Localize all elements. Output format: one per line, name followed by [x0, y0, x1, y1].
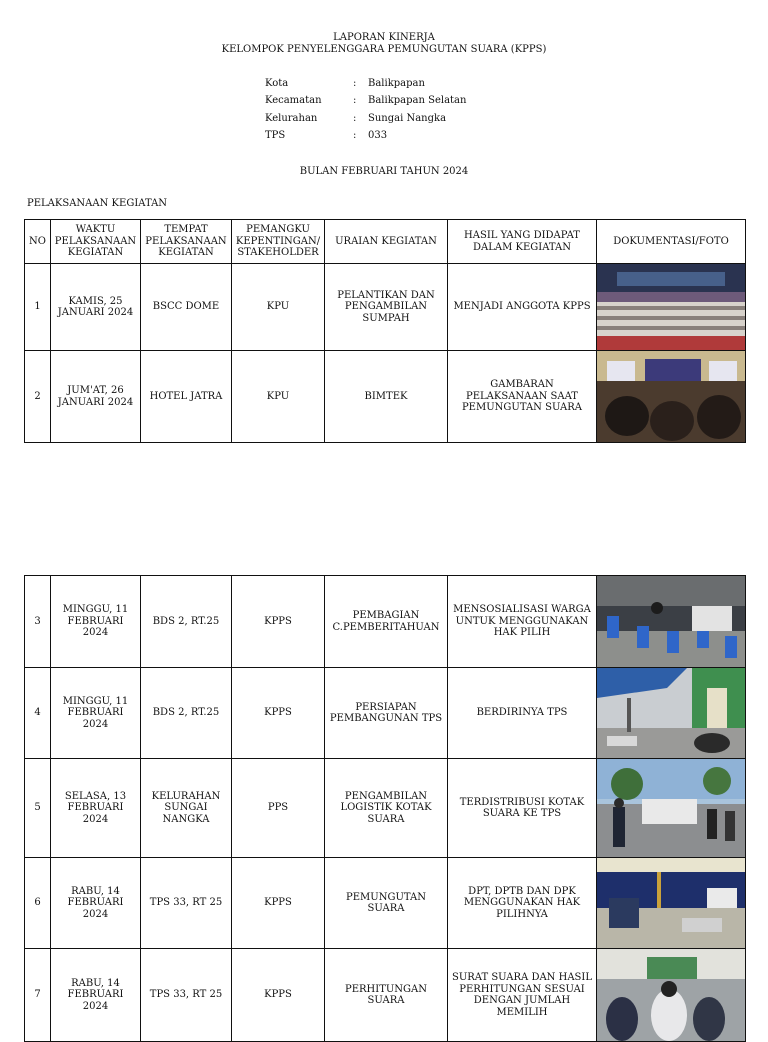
table-row — [25, 264, 746, 351]
cell-no: 5 — [25, 759, 51, 858]
cell-uraian: PEMUNGUTAN SUARA — [325, 858, 448, 949]
info-label: Kecamatan — [265, 95, 322, 106]
info-colon: : — [353, 130, 357, 141]
header-waktu: WAKTU PELAKSANAAN KEGIATAN — [51, 220, 141, 264]
logistics-pickup-photo — [597, 759, 745, 857]
cell-waktu: MINGGU, 11 FEBRUARI 2024 — [51, 576, 141, 668]
header-uraian: URAIAN KEGIATAN — [325, 220, 448, 264]
table-row — [25, 858, 746, 949]
info-colon: : — [353, 78, 357, 89]
cell-stakeholder: KPU — [232, 264, 325, 351]
info-row-kota — [265, 78, 425, 90]
cell-stakeholder: KPPS — [232, 576, 325, 668]
cell-photo — [597, 351, 746, 443]
cell-uraian: PELANTIKAN DAN PENGAMBILAN SUMPAH — [325, 264, 448, 351]
cell-tempat: BDS 2, RT.25 — [141, 668, 232, 759]
table-row — [25, 351, 746, 443]
info-row-kelurahan — [265, 113, 446, 125]
cell-waktu: KAMIS, 25 JANUARI 2024 — [51, 264, 141, 351]
header-stakeholder: PEMANGKU KEPENTINGAN/ STAKEHOLDER — [232, 220, 325, 264]
header-tempat: TEMPAT PELAKSANAAN KEGIATAN — [141, 220, 232, 264]
cell-hasil: GAMBARAN PELAKSANAAN SAAT PEMUNGUTAN SUARA — [448, 351, 597, 443]
header-hasil: HASIL YANG DIDAPAT DALAM KEGIATAN — [448, 220, 597, 264]
cell-photo — [597, 759, 746, 858]
table-row — [25, 576, 746, 668]
cell-tempat: TPS 33, RT 25 — [141, 858, 232, 949]
training-hall-photo — [597, 351, 745, 442]
cell-uraian: BIMTEK — [325, 351, 448, 443]
cell-stakeholder: PPS — [232, 759, 325, 858]
cell-hasil: MENJADI ANGGOTA KPPS — [448, 264, 597, 351]
notice-distribution-photo — [597, 576, 745, 667]
info-colon: : — [353, 113, 357, 124]
cell-no: 3 — [25, 576, 51, 668]
cell-uraian: PEMBAGIAN C.PEMBERITAHUAN — [325, 576, 448, 668]
header-dokumentasi: DOKUMENTASI/FOTO — [597, 220, 746, 264]
cell-uraian: PENGAMBILAN LOGISTIK KOTAK SUARA — [325, 759, 448, 858]
cell-photo — [597, 264, 746, 351]
cell-tempat: KELURAHAN SUNGAI NANGKA — [141, 759, 232, 858]
section-title: PELAKSANAAN KEGIATAN — [27, 198, 168, 209]
info-label: TPS — [265, 130, 286, 141]
cell-photo — [597, 668, 746, 759]
table-header-row — [25, 220, 746, 264]
cell-waktu: SELASA, 13 FEBRUARI 2024 — [51, 759, 141, 858]
table-row — [25, 759, 746, 858]
header-no: NO — [25, 220, 51, 264]
inauguration-crowd-photo — [597, 264, 745, 350]
voting-day-photo — [597, 858, 745, 948]
cell-tempat: BDS 2, RT.25 — [141, 576, 232, 668]
cell-uraian: PERSIAPAN PEMBANGUNAN TPS — [325, 668, 448, 759]
info-value: Sungai Nangka — [368, 113, 447, 124]
cell-waktu: MINGGU, 11 FEBRUARI 2024 — [51, 668, 141, 759]
info-value: 033 — [368, 130, 388, 141]
vote-counting-photo — [597, 949, 745, 1041]
cell-no: 7 — [25, 949, 51, 1042]
cell-hasil: SURAT SUARA DAN HASIL PERHITUNGAN SESUAI DENGAN JUMLAH MEMILIH — [448, 949, 597, 1042]
info-label: Kelurahan — [265, 113, 318, 124]
tps-construction-photo — [597, 668, 745, 758]
cell-no: 2 — [25, 351, 51, 443]
cell-stakeholder: KPPS — [232, 949, 325, 1042]
cell-tempat: HOTEL JATRA — [141, 351, 232, 443]
info-label: Kota — [265, 78, 289, 89]
cell-hasil: BERDIRINYA TPS — [448, 668, 597, 759]
activity-table-page1 — [24, 219, 746, 443]
info-colon: : — [353, 95, 357, 106]
cell-stakeholder: KPPS — [232, 668, 325, 759]
cell-hasil: TERDISTRIBUSI KOTAK SUARA KE TPS — [448, 759, 597, 858]
table-row — [25, 949, 746, 1042]
cell-stakeholder: KPU — [232, 351, 325, 443]
info-value: Balikpapan Selatan — [368, 95, 467, 106]
report-subtitle: KELOMPOK PENYELENGGARA PEMUNGUTAN SUARA (KPPS) — [221, 44, 547, 55]
table-row — [25, 668, 746, 759]
cell-waktu: JUM'AT, 26 JANUARI 2024 — [51, 351, 141, 443]
activity-table-page2 — [24, 575, 746, 1042]
cell-photo — [597, 858, 746, 949]
cell-photo — [597, 576, 746, 668]
cell-waktu: RABU, 14 FEBRUARI 2024 — [51, 949, 141, 1042]
cell-tempat: TPS 33, RT 25 — [141, 949, 232, 1042]
cell-no: 6 — [25, 858, 51, 949]
cell-tempat: BSCC DOME — [141, 264, 232, 351]
report-title: LAPORAN KINERJA — [333, 32, 435, 43]
cell-hasil: DPT, DPTB DAN DPK MENGGUNAKAN HAK PILIHNYA — [448, 858, 597, 949]
info-row-tps — [265, 130, 387, 142]
cell-photo — [597, 949, 746, 1042]
cell-stakeholder: KPPS — [232, 858, 325, 949]
cell-uraian: PERHITUNGAN SUARA — [325, 949, 448, 1042]
report-period: BULAN FEBRUARI TAHUN 2024 — [299, 166, 469, 177]
cell-no: 1 — [25, 264, 51, 351]
cell-waktu: RABU, 14 FEBRUARI 2024 — [51, 858, 141, 949]
cell-hasil: MENSOSIALISASI WARGA UNTUK MENGGUNAKAN HAK PILIH — [448, 576, 597, 668]
cell-no: 4 — [25, 668, 51, 759]
info-row-kecamatan — [265, 95, 466, 107]
info-value: Balikpapan — [368, 78, 425, 89]
